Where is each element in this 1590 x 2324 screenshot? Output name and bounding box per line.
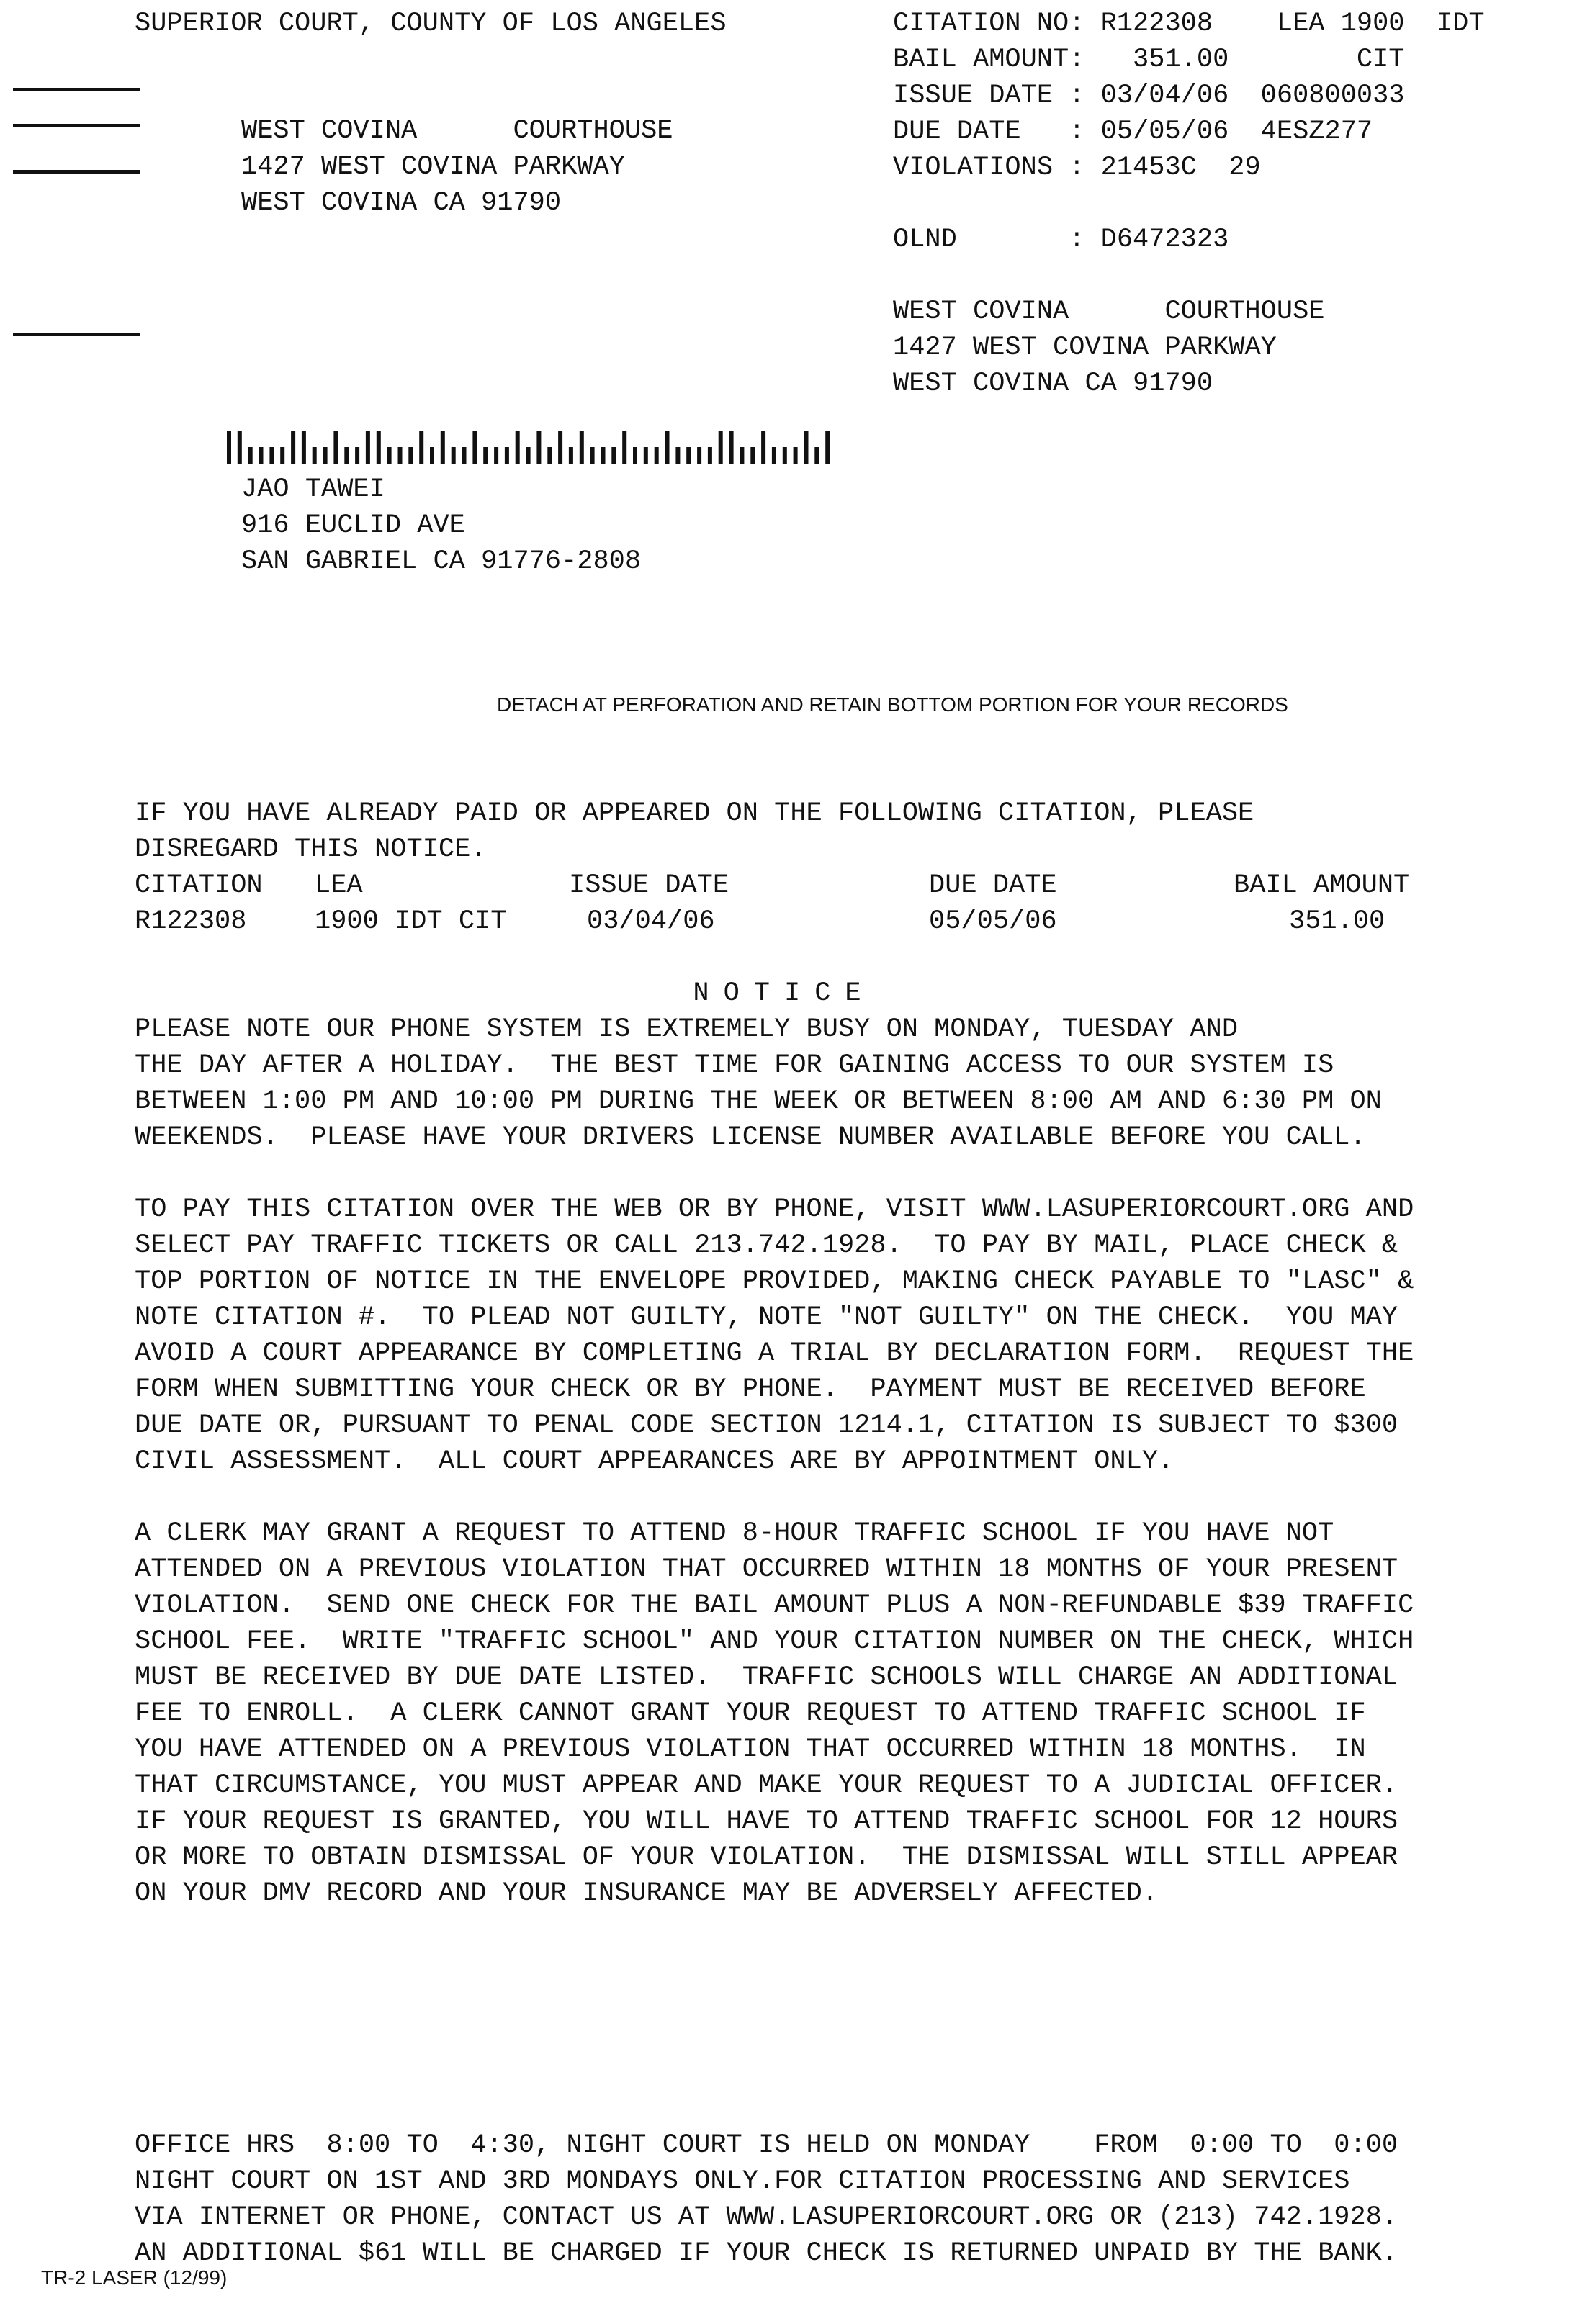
traffic-school-paragraph-line: MUST BE RECEIVED BY DUE DATE LISTED. TRAFFIC SCHOOLS WILL CHARGE AN ADDITIONAL (135, 1662, 1398, 1693)
citation-line: ISSUE DATE : 03/04/06 060800033 (893, 81, 1405, 111)
court-address-line: WEST COVINA COURTHOUSE (893, 297, 1325, 327)
office-paragraph-line: AN ADDITIONAL $61 WILL BE CHARGED IF YOUR CHECK IS RETURNED UNPAID BY THE BANK. (135, 2238, 1398, 2269)
summary-header: CITATION (135, 870, 263, 901)
postal-barcode (227, 431, 836, 464)
return-address-line: 1427 WEST COVINA PARKWAY (241, 152, 625, 182)
phone-paragraph-line: BETWEEN 1:00 PM AND 10:00 PM DURING THE WEEK OR BETWEEN 8:00 AM AND 6:30 PM ON (135, 1086, 1382, 1117)
perforation-notice: DETACH AT PERFORATION AND RETAIN BOTTOM PORTION FOR YOUR RECORDS (497, 693, 1288, 716)
payment-paragraph-line: CIVIL ASSESSMENT. ALL COURT APPEARANCES ARE BY APPOINTMENT ONLY. (135, 1446, 1174, 1477)
recipient-line: SAN GABRIEL CA 91776-2808 (241, 546, 642, 577)
summary-cell: 05/05/06 (929, 906, 1057, 937)
summary-intro: IF YOU HAVE ALREADY PAID OR APPEARED ON THE FOLLOWING CITATION, PLEASE (135, 798, 1254, 829)
payment-paragraph-line: FORM WHEN SUBMITTING YOUR CHECK OR BY PHONE. PAYMENT MUST BE RECEIVED BEFORE (135, 1374, 1366, 1405)
recipient-line: 916 EUCLID AVE (241, 510, 465, 541)
citation-line: OLND : D6472323 (893, 225, 1229, 255)
traffic-school-paragraph-line: SCHOOL FEE. WRITE "TRAFFIC SCHOOL" AND YOUR CITATION NUMBER ON THE CHECK, WHICH (135, 1626, 1414, 1657)
court-address-line: WEST COVINA CA 91790 (893, 369, 1213, 399)
traffic-school-paragraph-line: ATTENDED ON A PREVIOUS VIOLATION THAT OCCURRED WITHIN 18 MONTHS OF YOUR PRESENT (135, 1554, 1398, 1585)
summary-header: LEA (315, 870, 363, 901)
citation-line: CITATION NO: R122308 LEA 1900 IDT (893, 9, 1485, 39)
summary-cell: 351.00 (1289, 906, 1385, 937)
edge-mark (13, 124, 140, 127)
phone-paragraph-line: THE DAY AFTER A HOLIDAY. THE BEST TIME FOR GAINING ACCESS TO OUR SYSTEM IS (135, 1050, 1334, 1081)
office-paragraph-line: NIGHT COURT ON 1ST AND 3RD MONDAYS ONLY.FOR CITATION PROCESSING AND SERVICES (135, 2166, 1350, 2197)
summary-header: BAIL AMOUNT (1234, 870, 1410, 901)
traffic-school-paragraph-line: VIOLATION. SEND ONE CHECK FOR THE BAIL AMOUNT PLUS A NON-REFUNDABLE $39 TRAFFIC (135, 1590, 1414, 1621)
summary-header: DUE DATE (929, 870, 1057, 901)
office-paragraph-line: OFFICE HRS 8:00 TO 4:30, NIGHT COURT IS HELD ON MONDAY FROM 0:00 TO 0:00 (135, 2130, 1398, 2161)
citation-line: BAIL AMOUNT: 351.00 CIT (893, 45, 1405, 75)
phone-paragraph-line: PLEASE NOTE OUR PHONE SYSTEM IS EXTREMELY BUSY ON MONDAY, TUESDAY AND (135, 1014, 1239, 1045)
edge-mark (13, 333, 140, 336)
summary-intro: DISREGARD THIS NOTICE. (135, 834, 487, 865)
edge-mark (13, 88, 140, 91)
payment-paragraph-line: AVOID A COURT APPEARANCE BY COMPLETING A TRIAL BY DECLARATION FORM. REQUEST THE (135, 1338, 1414, 1369)
summary-cell: 03/04/06 (587, 906, 715, 937)
summary-cell: 1900 IDT CIT (315, 906, 507, 937)
payment-paragraph-line: TOP PORTION OF NOTICE IN THE ENVELOPE PROVIDED, MAKING CHECK PAYABLE TO "LASC" & (135, 1266, 1414, 1297)
payment-paragraph-line: NOTE CITATION #. TO PLEAD NOT GUILTY, NOTE "NOT GUILTY" ON THE CHECK. YOU MAY (135, 1302, 1398, 1333)
traffic-school-paragraph-line: ON YOUR DMV RECORD AND YOUR INSURANCE MAY BE ADVERSELY AFFECTED. (135, 1878, 1159, 1909)
payment-paragraph-line: TO PAY THIS CITATION OVER THE WEB OR BY PHONE, VISIT WWW.LASUPERIORCOURT.ORG AND (135, 1194, 1414, 1225)
traffic-school-paragraph-line: THAT CIRCUMSTANCE, YOU MUST APPEAR AND MAKE YOUR REQUEST TO A JUDICIAL OFFICER. (135, 1770, 1398, 1801)
traffic-school-paragraph-line: YOU HAVE ATTENDED ON A PREVIOUS VIOLATION THAT OCCURRED WITHIN 18 MONTHS. IN (135, 1734, 1366, 1765)
form-id: TR-2 LASER (12/99) (41, 2266, 228, 2289)
notice-title: NOTICE (693, 978, 876, 1009)
phone-paragraph-line: WEEKENDS. PLEASE HAVE YOUR DRIVERS LICENSE NUMBER AVAILABLE BEFORE YOU CALL. (135, 1122, 1366, 1153)
return-address-line: WEST COVINA COURTHOUSE (241, 116, 673, 146)
traffic-school-paragraph-line: IF YOUR REQUEST IS GRANTED, YOU WILL HAVE TO ATTEND TRAFFIC SCHOOL FOR 12 HOURS (135, 1806, 1398, 1837)
summary-header: ISSUE DATE (569, 870, 729, 901)
payment-paragraph-line: DUE DATE OR, PURSUANT TO PENAL CODE SECTION 1214.1, CITATION IS SUBJECT TO $300 (135, 1410, 1398, 1441)
citation-line: DUE DATE : 05/05/06 4ESZ277 (893, 117, 1373, 147)
return-address-line: WEST COVINA CA 91790 (241, 188, 562, 218)
recipient-line: JAO TAWEI (241, 474, 385, 505)
edge-mark (13, 170, 140, 174)
citation-line: VIOLATIONS : 21453C 29 (893, 153, 1261, 183)
payment-paragraph-line: SELECT PAY TRAFFIC TICKETS OR CALL 213.742.1928. TO PAY BY MAIL, PLACE CHECK & (135, 1230, 1398, 1261)
traffic-school-paragraph-line: OR MORE TO OBTAIN DISMISSAL OF YOUR VIOLATION. THE DISMISSAL WILL STILL APPEAR (135, 1842, 1398, 1873)
office-paragraph-line: VIA INTERNET OR PHONE, CONTACT US AT WWW.LASUPERIORCOURT.ORG OR (213) 742.1928. (135, 2202, 1398, 2233)
court-name: SUPERIOR COURT, COUNTY OF LOS ANGELES (135, 9, 727, 39)
court-address-line: 1427 WEST COVINA PARKWAY (893, 333, 1277, 363)
traffic-school-paragraph-line: A CLERK MAY GRANT A REQUEST TO ATTEND 8-HOUR TRAFFIC SCHOOL IF YOU HAVE NOT (135, 1518, 1334, 1549)
summary-cell: R122308 (135, 906, 247, 937)
traffic-school-paragraph-line: FEE TO ENROLL. A CLERK CANNOT GRANT YOUR REQUEST TO ATTEND TRAFFIC SCHOOL IF (135, 1698, 1366, 1729)
